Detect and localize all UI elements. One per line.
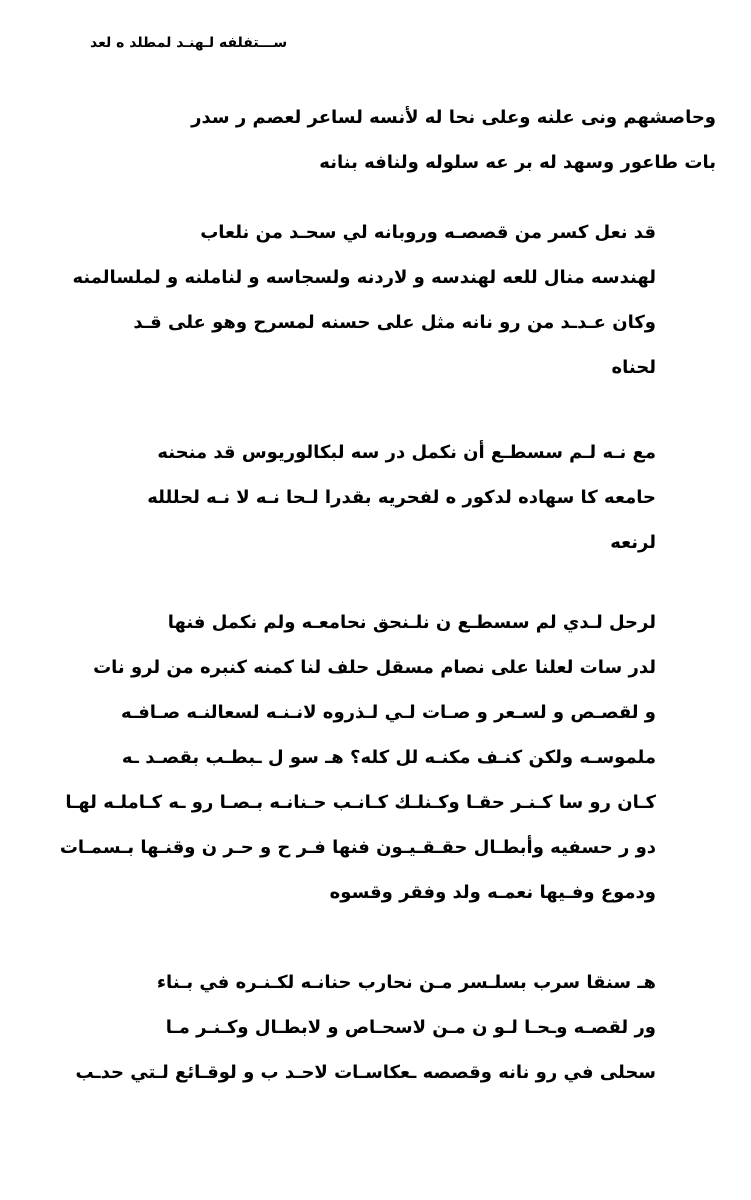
text-line: وحاصشهم ونى علنه وعلى نحا له لأنسه لساعر لعصم ر سدر (191, 107, 716, 128)
text-line: ودموع وفـيها نعمـه ولد وفقر وقسوه (329, 882, 656, 903)
text-line: لدر سات لعلنا على نصام مسقل حلف لنا كمنه كنبره من لرو نات (93, 657, 656, 678)
text-line: كـان رو سا كـنـر حقـا وكـنلـك كـانـب حـنانـه بـصـا رو ـه كـاملـه لهـا (65, 792, 656, 813)
paragraph (54, 430, 716, 565)
text-line: لحناه (611, 357, 656, 378)
paragraph (54, 95, 716, 185)
text-line: دو ر حسفيه وأبطـال حقـقـيـون فنها فـر ح و حـر ن وقنـها بـسمـات (59, 837, 656, 858)
text-line: وكان عـدـد من رو نانه مثل على حسنه لمسرح وهو على قـد (133, 312, 656, 333)
paragraph (54, 600, 716, 915)
text-line: حامعه كا سهاده لدكور ه لفحريه بقدرا لـحا نـه لا نـه لحللله (147, 487, 656, 508)
text-line: لرنعه (610, 532, 656, 553)
text-line: بات طاعور وسهد له بر عه سلوله ولنافه بنانه (319, 152, 716, 173)
text-line: ملموسـه ولكن كنـف مكنـه لل كله؟ هـ سو ل ـبطـب بقصـد ـه (121, 747, 656, 768)
paragraph (54, 960, 716, 1095)
text-line: مع نـه لـم سسطـع أن نكمل در سه لبكالوريوس قد منحنه (157, 442, 656, 463)
text-line: سحلى في رو نانه وقصصه ـعكاسـات لاحـد ب و لوقـائع لـتي حدـب (75, 1062, 656, 1083)
text-line: و لقصـص و لسـعر و صـات لـي لـذروه لانـنـه لسعالنـه صـافـه (120, 702, 656, 723)
paragraph (54, 210, 716, 390)
text-line: لهندسه منال للعه لهندسه و لاردنه ولسجاسه و لناملنه و لملسالمنه (72, 267, 656, 288)
text-line: ور لقصـه وـحـا لـو ن مـن لاسحـاص و لابطـال وكـنـر مـا (165, 1017, 656, 1038)
text-line: هـ سنقا سرب بسلـسر مـن نحارب حنانـه لكـنـره في بـناء (156, 972, 656, 993)
text-line: قد نعل كسر من قصصـه وروبانه لي سحـد من نلعاب (200, 222, 656, 243)
page-header: ســـتفلفه لـهنـد لمطلد ه لعد (90, 35, 288, 51)
text-line: لرحل لـدي لم سسطـع ن نلـنحق نحامعـه ولم نكمل فنها (167, 612, 656, 633)
